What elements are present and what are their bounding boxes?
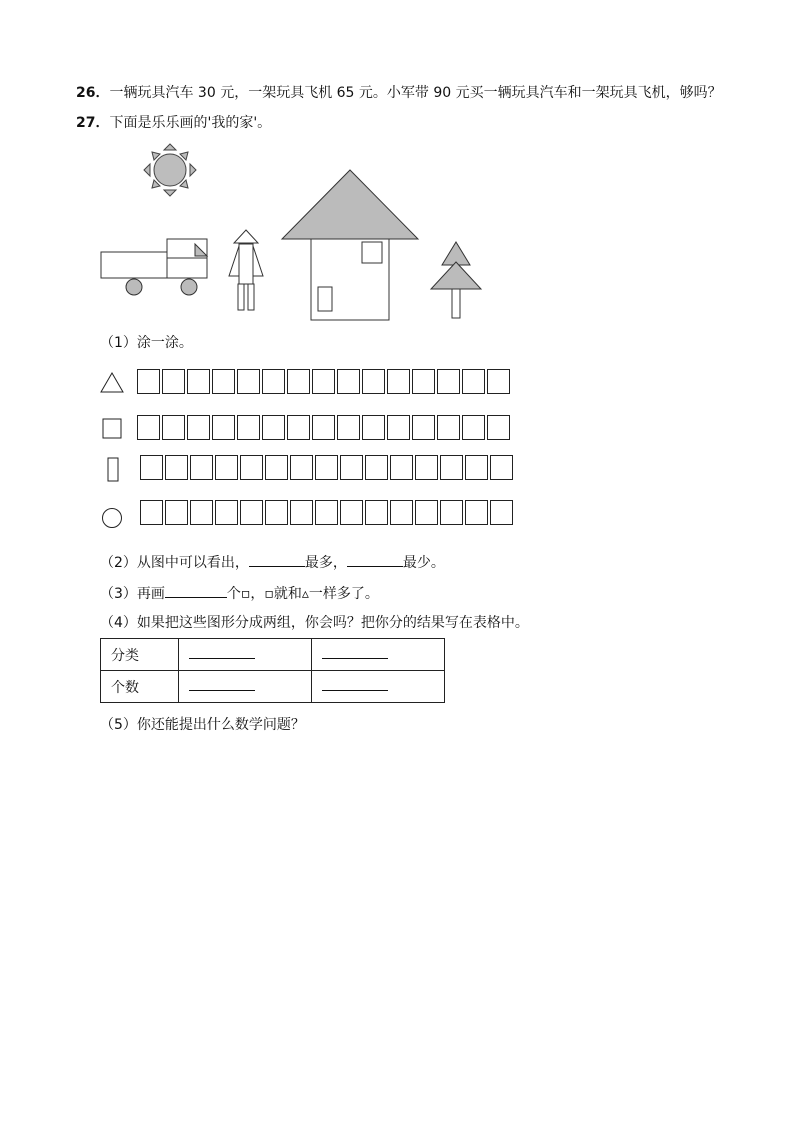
coloring-row-square (137, 415, 512, 442)
table-answer-cell[interactable] (179, 639, 312, 671)
coloring-cell[interactable] (415, 455, 438, 480)
home-picture (0, 0, 794, 330)
table-answer-cell[interactable] (179, 671, 312, 703)
coloring-cell[interactable] (162, 369, 185, 394)
coloring-cell[interactable] (212, 415, 235, 440)
coloring-cell[interactable] (290, 455, 313, 480)
coloring-cell[interactable] (212, 369, 235, 394)
question-text: 下面是乐乐画的'我的家'。 (109, 115, 272, 131)
coloring-cell[interactable] (340, 500, 363, 525)
coloring-cell[interactable] (365, 500, 388, 525)
coloring-cell[interactable] (187, 369, 210, 394)
coloring-cell[interactable] (287, 369, 310, 394)
coloring-row-circle (140, 500, 515, 527)
coloring-cell[interactable] (140, 455, 163, 480)
coloring-cell[interactable] (215, 500, 238, 525)
coloring-cell[interactable] (362, 369, 385, 394)
answer-blank[interactable] (322, 646, 388, 659)
coloring-cell[interactable] (137, 415, 160, 440)
part-4-label: （4）如果把这些图形分成两组，你会吗？把你分的结果写在表格中。 (100, 615, 529, 631)
coloring-cell[interactable] (337, 415, 360, 440)
table-row (101, 671, 445, 703)
coloring-cell[interactable] (237, 415, 260, 440)
circle-icon (100, 505, 126, 531)
coloring-cell[interactable] (390, 455, 413, 480)
coloring-cell[interactable] (365, 455, 388, 480)
coloring-cell[interactable] (140, 500, 163, 525)
answer-blank-count[interactable] (165, 583, 227, 598)
coloring-row-rectangle (140, 455, 515, 482)
coloring-cell[interactable] (262, 369, 285, 394)
coloring-cell[interactable] (412, 369, 435, 394)
coloring-cell[interactable] (462, 415, 485, 440)
coloring-cell[interactable] (215, 455, 238, 480)
table-row-header: 个数 (101, 671, 179, 703)
coloring-cell[interactable] (312, 415, 335, 440)
tree-drawing (431, 242, 481, 318)
part-2-suffix: 最少。 (402, 555, 445, 571)
part-2-mid: 最多， (304, 555, 347, 571)
question-number: 26． (76, 85, 110, 101)
coloring-cell[interactable] (265, 455, 288, 480)
table-answer-cell[interactable] (312, 639, 445, 671)
coloring-cell[interactable] (137, 369, 160, 394)
part-5-label: （5）你还能提出什么数学问题？ (100, 717, 305, 733)
coloring-cell[interactable] (337, 369, 360, 394)
coloring-cell[interactable] (362, 415, 385, 440)
coloring-cell[interactable] (462, 369, 485, 394)
coloring-cell[interactable] (387, 369, 410, 394)
triangle-icon (100, 371, 126, 395)
rectangle-icon (100, 456, 126, 484)
answer-blank-least[interactable] (347, 552, 403, 567)
coloring-cell[interactable] (190, 455, 213, 480)
truck-drawing (101, 239, 207, 295)
part-3-prefix: （3）再画 (100, 586, 165, 602)
sun-drawing (144, 144, 196, 196)
coloring-cell[interactable] (440, 455, 463, 480)
coloring-cell[interactable] (387, 415, 410, 440)
coloring-cell[interactable] (262, 415, 285, 440)
question-text: 一辆玩具汽车 30 元，一架玩具飞机 65 元。小军带 90 元买一辆玩具汽车和一架玩具飞机，够吗？ (109, 85, 722, 101)
coloring-cell[interactable] (315, 500, 338, 525)
coloring-cell[interactable] (487, 415, 510, 440)
coloring-cell[interactable] (412, 415, 435, 440)
coloring-cell[interactable] (465, 455, 488, 480)
answer-blank[interactable] (322, 678, 388, 691)
table-row (101, 639, 445, 671)
coloring-cell[interactable] (165, 455, 188, 480)
coloring-cell[interactable] (312, 369, 335, 394)
person-drawing (229, 230, 263, 310)
coloring-cell[interactable] (290, 500, 313, 525)
coloring-row-triangle (137, 369, 512, 396)
answer-blank[interactable] (189, 646, 255, 659)
coloring-cell[interactable] (465, 500, 488, 525)
coloring-cell[interactable] (165, 500, 188, 525)
table-answer-cell[interactable] (312, 671, 445, 703)
answer-blank-most[interactable] (249, 552, 305, 567)
coloring-cell[interactable] (190, 500, 213, 525)
square-icon (100, 417, 126, 441)
coloring-cell[interactable] (265, 500, 288, 525)
coloring-cell[interactable] (437, 369, 460, 394)
grouping-table (100, 638, 445, 703)
coloring-cell[interactable] (415, 500, 438, 525)
coloring-cell[interactable] (162, 415, 185, 440)
part-3 (100, 583, 379, 603)
coloring-cell[interactable] (390, 500, 413, 525)
coloring-cell[interactable] (187, 415, 210, 440)
part-1-label: （1）涂一涂。 (100, 335, 193, 351)
answer-blank[interactable] (189, 678, 255, 691)
coloring-cell[interactable] (240, 500, 263, 525)
part-3-suffix: 个▫，▫就和▵一样多了。 (226, 586, 379, 602)
question-number: 27． (76, 115, 110, 131)
coloring-cell[interactable] (315, 455, 338, 480)
coloring-cell[interactable] (340, 455, 363, 480)
table-row-header: 分类 (101, 639, 179, 671)
coloring-cell[interactable] (240, 455, 263, 480)
coloring-cell[interactable] (437, 415, 460, 440)
coloring-cell[interactable] (440, 500, 463, 525)
coloring-cell[interactable] (287, 415, 310, 440)
part-2 (100, 552, 445, 572)
coloring-cell[interactable] (487, 369, 510, 394)
part-2-prefix: （2）从图中可以看出， (100, 555, 249, 571)
house-drawing (282, 170, 418, 320)
coloring-cell[interactable] (490, 500, 513, 525)
coloring-cell[interactable] (237, 369, 260, 394)
coloring-cell[interactable] (490, 455, 513, 480)
